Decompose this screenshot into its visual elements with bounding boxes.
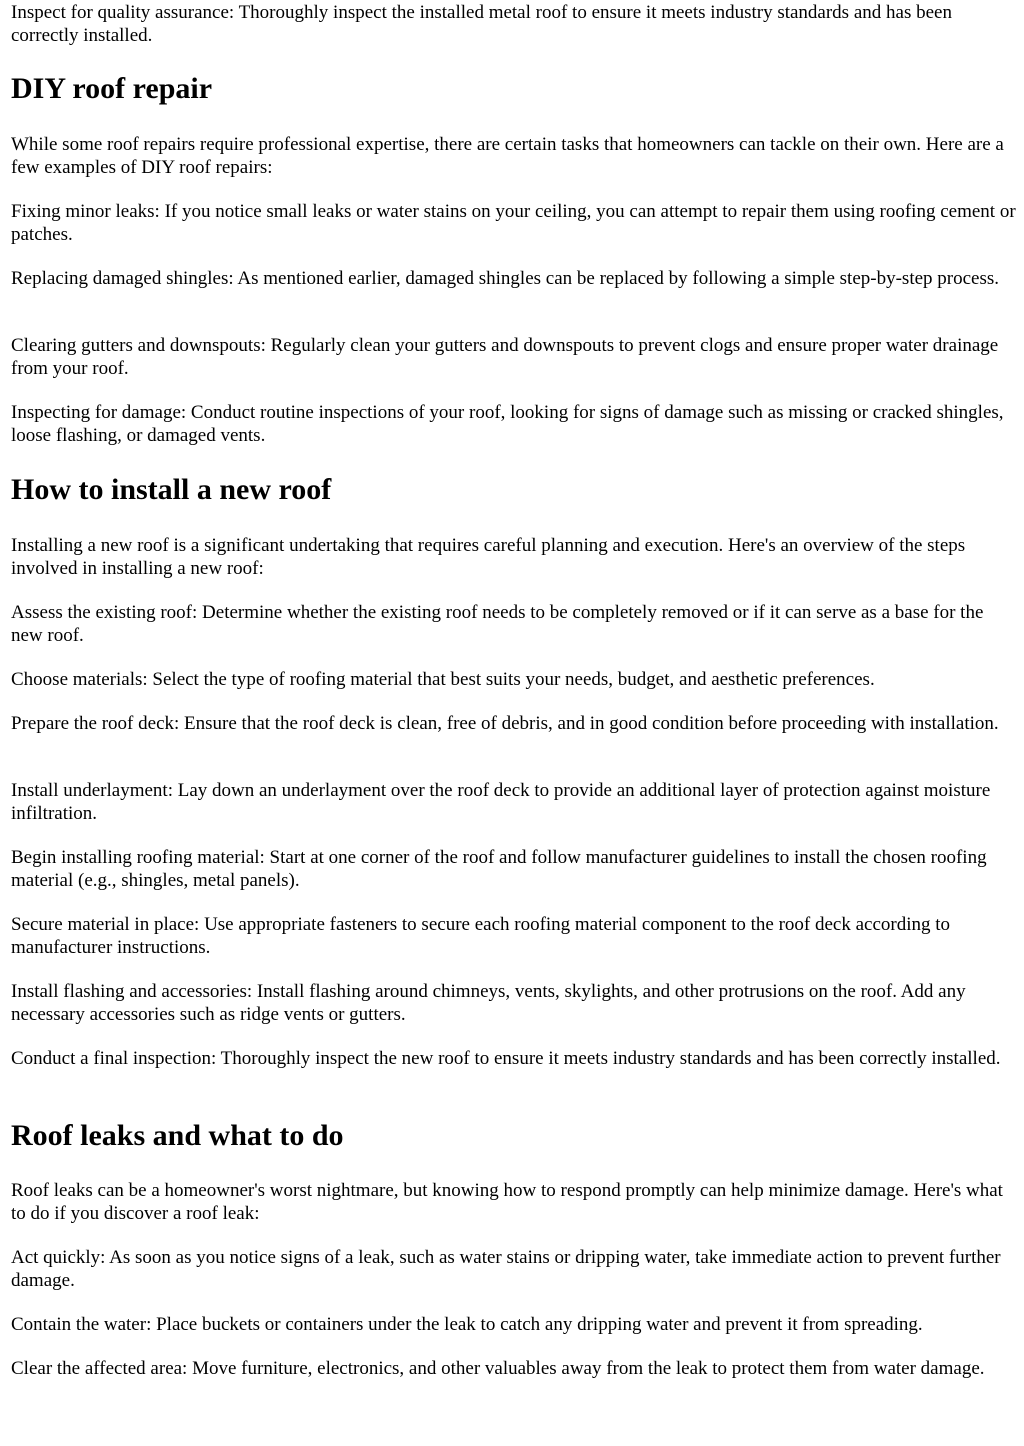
- heading-diy-roof-repair: DIY roof repair: [11, 72, 213, 105]
- paragraph-choose-materials: Choose materials: Select the type of roofing material that best suits your needs, budget, and aesthetic preferences.: [11, 669, 875, 690]
- paragraph-secure-material: Secure material in place: Use appropriate fasteners to secure each roofing material component to the roof deck according to manufacturer instructions.: [11, 914, 951, 958]
- paragraph-final-inspection: Conduct a final inspection: Thoroughly inspect the new roof to ensure it meets industry standards and has been correctly installed.: [11, 1048, 1001, 1069]
- paragraph-install-flashing: Install flashing and accessories: Install flashing around chimneys, vents, skylights, and other protrusions on the roof. Add any necessary accessories such as ridge vents or gutters.: [11, 981, 966, 1025]
- paragraph-assess-roof: Assess the existing roof: Determine whether the existing roof needs to be completely removed or if it can serve as a base for the new roof.: [11, 602, 984, 646]
- heading-install-new-roof: How to install a new roof: [11, 473, 332, 506]
- paragraph-inspecting-damage: Inspecting for damage: Conduct routine inspections of your roof, looking for signs of damage such as missing or cracked shingles, loose flashing, or damaged vents.: [11, 402, 1004, 446]
- paragraph-begin-installing: Begin installing roofing material: Start at one corner of the roof and follow manufacturer guidelines to install the chosen roofing material (e.g., shingles, metal panels).: [11, 847, 987, 891]
- paragraph-contain-water: Contain the water: Place buckets or containers under the leak to catch any dripping water and prevent it from spreading.: [11, 1314, 923, 1335]
- paragraph-act-quickly: Act quickly: As soon as you notice signs of a leak, such as water stains or dripping water, take immediate action to prevent further damage.: [11, 1247, 1001, 1291]
- paragraph-install-intro: Installing a new roof is a significant undertaking that requires careful planning and execution. Here's an overview of the steps involved in installing a new roof:: [11, 535, 966, 579]
- paragraph-clear-area: Clear the affected area: Move furniture, electronics, and other valuables away from the leak to protect them from water damage.: [11, 1358, 985, 1379]
- paragraph-quality-assurance: Inspect for quality assurance: Thoroughly inspect the installed metal roof to ensure it meets industry standards and has been correctly installed.: [11, 2, 952, 46]
- paragraph-install-underlayment: Install underlayment: Lay down an underlayment over the roof deck to provide an additional layer of protection against moisture infiltration.: [11, 780, 991, 824]
- paragraph-leaks-intro: Roof leaks can be a homeowner's worst nightmare, but knowing how to respond promptly can help minimize damage. Here's what to do if you discover a roof leak:: [11, 1180, 1003, 1224]
- paragraph-prepare-deck: Prepare the roof deck: Ensure that the roof deck is clean, free of debris, and in good condition before proceeding with installation.: [11, 713, 999, 734]
- paragraph-diy-intro: While some roof repairs require professional expertise, there are certain tasks that homeowners can tackle on their own. Here are a few examples of DIY roof repairs:: [11, 134, 1004, 178]
- heading-roof-leaks: Roof leaks and what to do: [11, 1119, 344, 1152]
- paragraph-replacing-shingles: Replacing damaged shingles: As mentioned earlier, damaged shingles can be replaced by following a simple step-by-step process.: [11, 268, 1000, 289]
- paragraph-clearing-gutters: Clearing gutters and downspouts: Regularly clean your gutters and downspouts to prevent clogs and ensure proper water drainage from your roof.: [11, 335, 999, 379]
- paragraph-fixing-minor-leaks: Fixing minor leaks: If you notice small leaks or water stains on your ceiling, you can attempt to repair them using roofing cement or patches.: [11, 201, 1016, 245]
